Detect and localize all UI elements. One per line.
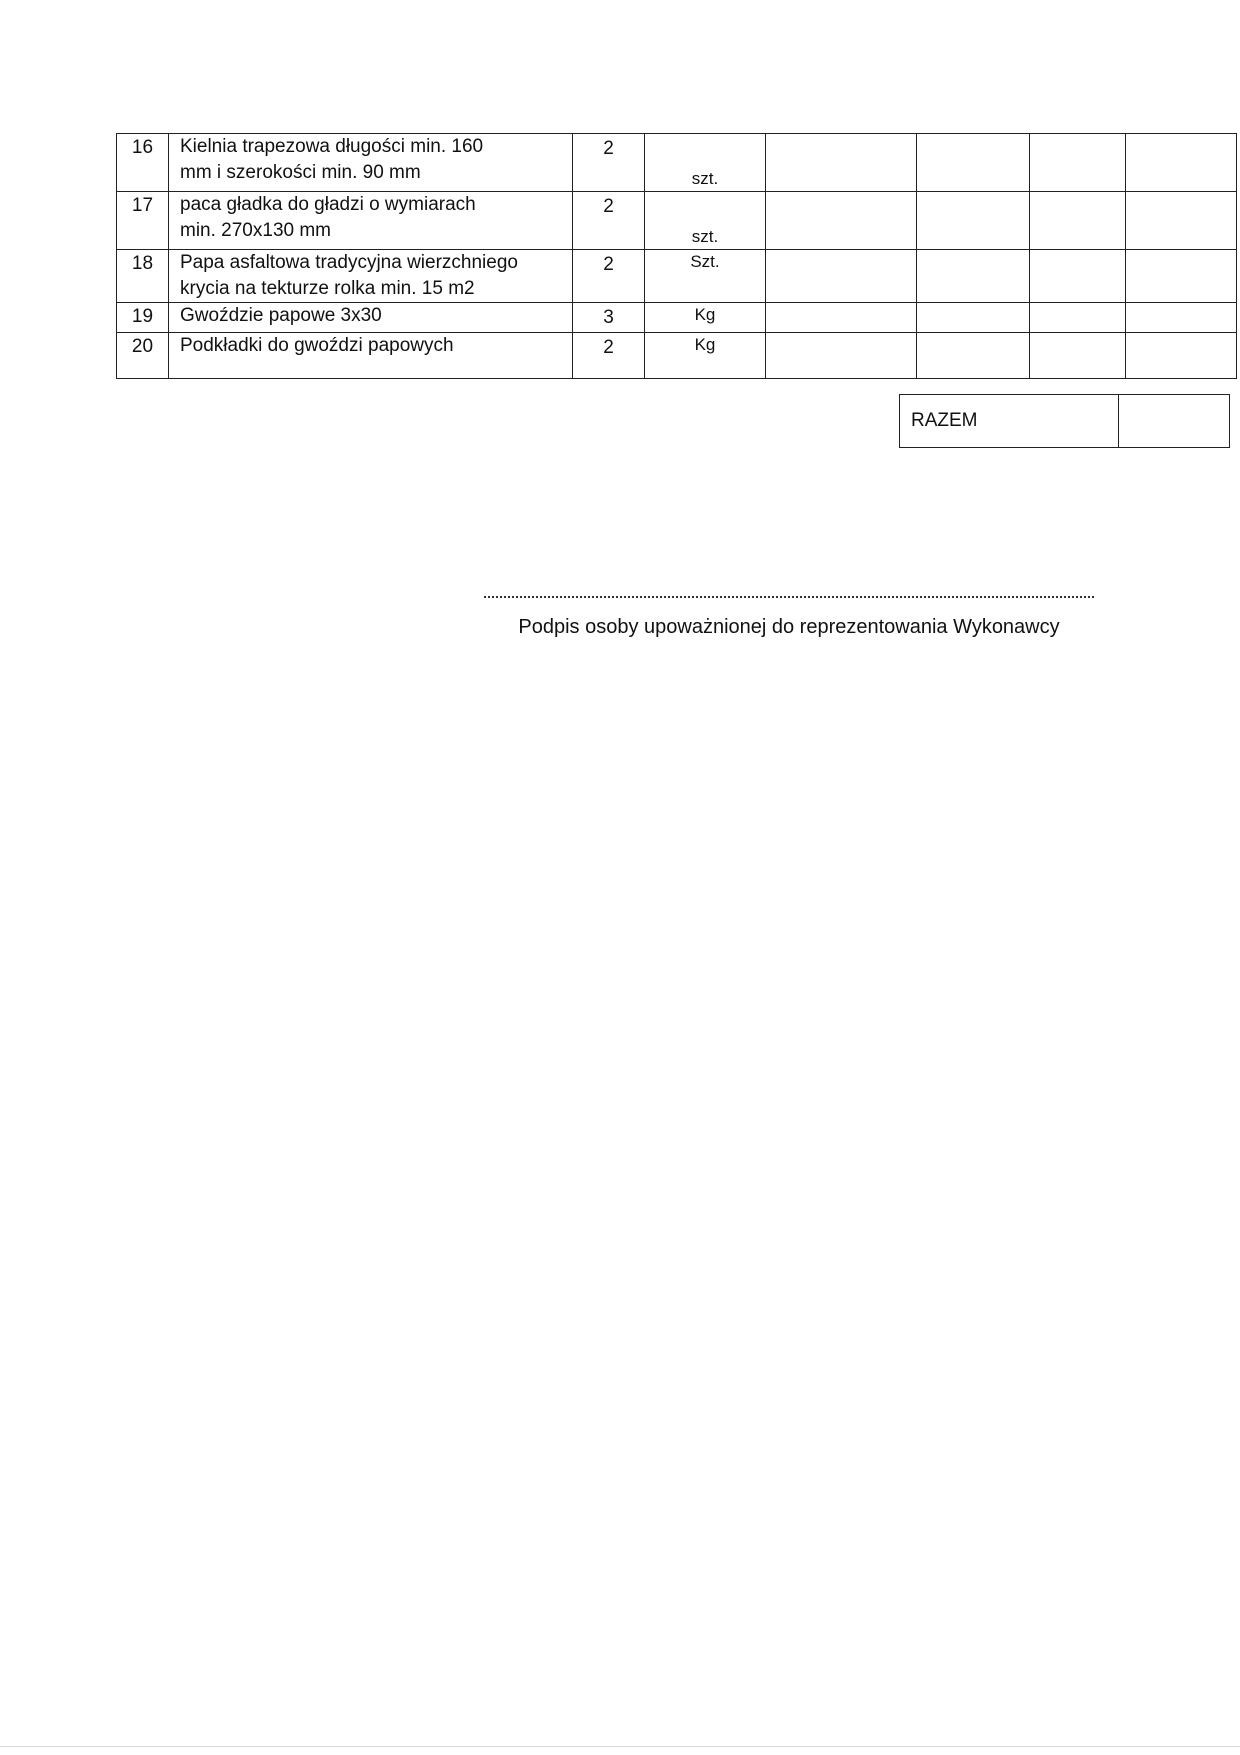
item-unit: szt. (691, 227, 719, 246)
item-number: 20 (117, 333, 169, 379)
item-name-line: mm i szerokości min. 90 mm (180, 162, 421, 183)
item-unit: Kg (694, 335, 716, 354)
item-name-line: Kielnia trapezowa długości min. 160 (180, 136, 484, 157)
table-row (117, 192, 1237, 250)
item-unit-cell (645, 134, 766, 192)
item-unit-cell (645, 303, 766, 333)
empty-cell (1126, 250, 1237, 303)
item-unit-cell (645, 333, 766, 379)
item-unit-cell (645, 250, 766, 303)
item-name-cell (169, 333, 573, 379)
empty-cell (1126, 192, 1237, 250)
total-label: RAZEM (900, 395, 1119, 448)
item-number: 16 (117, 134, 169, 192)
empty-cell (766, 192, 917, 250)
item-unit: szt. (691, 169, 719, 188)
item-name-line: krycia na tekturze rolka min. 15 m2 (180, 278, 475, 299)
item-name-line: Gwoździe papowe 3x30 (180, 305, 382, 326)
empty-cell (917, 250, 1030, 303)
signature-caption: Podpis osoby upoważnionej do reprezentowania Wykonawcy (518, 616, 1060, 638)
item-quantity-cell (573, 250, 645, 303)
empty-cell (1030, 192, 1126, 250)
table-row (117, 250, 1237, 303)
table-row (117, 333, 1237, 379)
item-name-cell (169, 303, 573, 333)
empty-cell (917, 134, 1030, 192)
item-name-line: Papa asfaltowa tradycyjna wierzchniego (180, 252, 518, 273)
item-quantity: 2 (603, 196, 614, 217)
empty-cell (917, 192, 1030, 250)
item-quantity-cell (573, 134, 645, 192)
empty-cell (1030, 333, 1126, 379)
item-name-cell (169, 134, 573, 192)
item-quantity: 2 (603, 254, 614, 275)
item-name-cell (169, 192, 573, 250)
empty-cell (766, 134, 917, 192)
item-number: 19 (117, 303, 169, 333)
empty-cell (766, 333, 917, 379)
item-quantity-cell (573, 192, 645, 250)
item-quantity: 2 (603, 337, 614, 358)
empty-cell (766, 250, 917, 303)
empty-cell (1126, 333, 1237, 379)
item-number: 18 (117, 250, 169, 303)
total-table (899, 394, 1230, 448)
item-name-line: paca gładka do gładzi o wymiarach (180, 194, 476, 215)
item-quantity: 2 (603, 138, 614, 159)
empty-cell (917, 333, 1030, 379)
empty-cell (1030, 134, 1126, 192)
item-number: 17 (117, 192, 169, 250)
empty-cell (1126, 134, 1237, 192)
item-unit: Kg (694, 305, 716, 324)
item-name-cell (169, 250, 573, 303)
item-quantity: 3 (603, 307, 614, 328)
item-unit-cell (645, 192, 766, 250)
total-row (900, 395, 1230, 448)
empty-cell (917, 303, 1030, 333)
item-name-line: Podkładki do gwoździ papowych (180, 335, 454, 356)
scan-edge-divider (0, 1746, 1240, 1747)
item-quantity-cell (573, 303, 645, 333)
item-quantity-cell (573, 333, 645, 379)
table-row (117, 134, 1237, 192)
item-unit: Szt. (690, 252, 720, 271)
table-row (117, 303, 1237, 333)
empty-cell (766, 303, 917, 333)
item-name-line: min. 270x130 mm (180, 220, 332, 241)
empty-cell (1030, 250, 1126, 303)
empty-cell (1126, 303, 1237, 333)
total-value-cell (1119, 395, 1230, 448)
signature-line (484, 596, 1094, 598)
empty-cell (1030, 303, 1126, 333)
items-table (116, 133, 1237, 379)
